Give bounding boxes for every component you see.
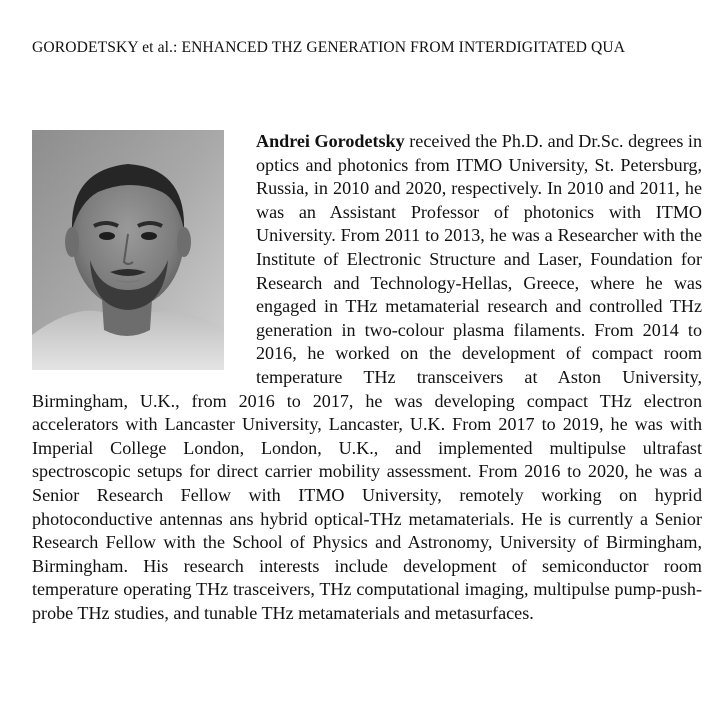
author-portrait-photo <box>32 130 224 370</box>
author-name: Andrei Gorodetsky <box>256 131 405 151</box>
author-biography <box>32 130 702 625</box>
running-header: GORODETSKY et al.: ENHANCED THZ GENERATION FROM INTERDIGITATED QUA <box>32 39 626 56</box>
biography-text: received the Ph.D. and Dr.Sc. degrees in optics and photonics from ITMO University, St. Petersburg, Russia, in 2010 and 2020, respectively. In 2010 and 2011, he was an Assistant Professor of photonics with ITMO University. From 2011 to 2013, he was a Researcher with the Institute of Electronic Structure and Laser, Foundation for Research and Technology-Hellas, Greece, where he was engaged in THz metamaterial research and controlled THz generation in two-colour plasma filaments. From 2014 to 2016, he worked on the development of compact room temperature THz transceivers at Aston University, Birmingham, U.K., from 2016 to 2017, he was developing compact THz electron accelerators with Lancaster University, Lancaster, U.K. From 2017 to 2019, he was with Imperial College London, London, U.K., and implemented multipulse ultrafast spectroscopic setups for direct carrier mobility assessment. From 2016 to 2020, he was a Senior Research Fellow with ITMO University, remotely working on hyprid photoconductive antennas ans hybrid optical-THz metamaterials. He is currently a Senior Research Fellow with the School of Physics and Astronomy, University of Birmingham, Birmingham. His research interests include development of semiconductor room temperature operating THz trasceivers, THz computational imaging, multipulse pump-push-probe THz studies, and tunable THz metamaterials and metasurfaces. <box>32 131 703 623</box>
